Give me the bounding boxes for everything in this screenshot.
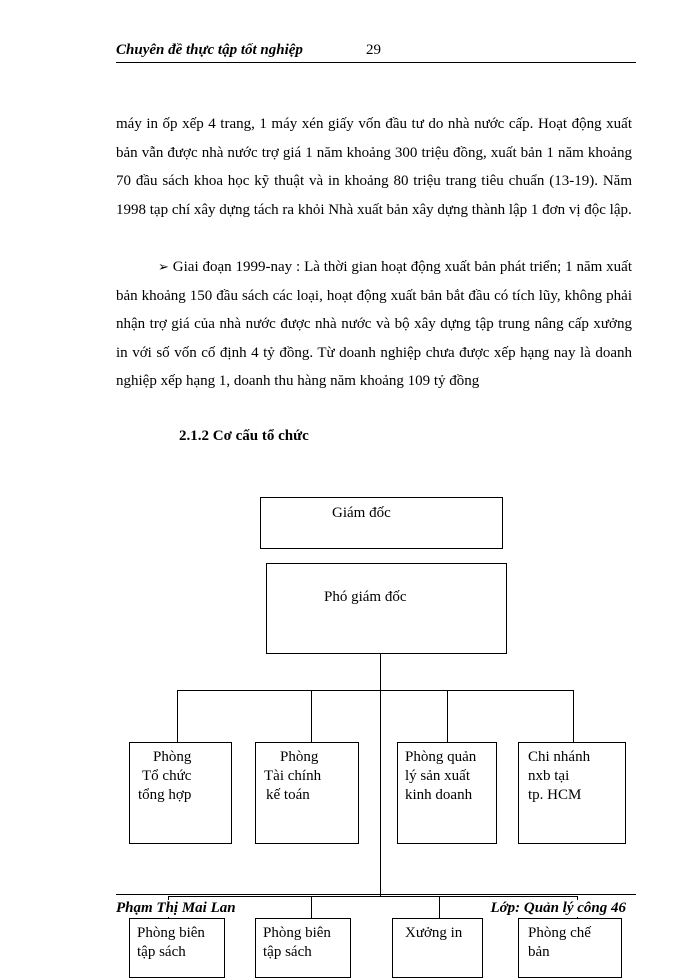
department-label: kinh doanh: [405, 787, 473, 803]
connector-line: [439, 896, 440, 918]
body-paragraph-2: [116, 253, 632, 396]
department-label: Phòng biên: [137, 925, 205, 941]
department-label: tp. HCM: [528, 787, 582, 803]
department-label: Phòng: [280, 749, 319, 765]
department-label: Xưởng in: [405, 925, 463, 941]
department-label: Tổ chức: [142, 768, 192, 784]
department-label: tổng hợp: [138, 787, 192, 803]
connector-line: [177, 690, 178, 742]
connector-line: [447, 690, 448, 742]
department-box: [129, 742, 232, 844]
deputy-director-label: Phó giám đốc: [324, 589, 407, 605]
paragraph-2-text: Giai đoạn 1999-nay : Là thời gian hoạt động xuất bản phát triển; 1 năm xuất bản khoảng 150 đầu sách các loại, hoạt động xuất bản bắt đầu có tích lũy, không phải nhận trợ giá của nhà nước được nhà nước và bộ xây dựng tập trung nâng cấp xưởng in với số vốn cố định 4 tỷ đồng. Từ doanh nghiệp chưa được xếp hạng nay là doanh nghiệp xếp hạng 1, doanh thu hàng năm khoảng 109 tỷ đồng: [116, 259, 633, 389]
connector-line: [311, 896, 312, 918]
department-label: Phòng quản: [405, 749, 477, 765]
department-label: Chi nhánh: [528, 749, 591, 765]
body-paragraph-1: máy in ốp xếp 4 trang, 1 máy xén giấy vốn đầu tư do nhà nước cấp. Hoạt động xuất bản vẫn được nhà nước trợ giá 1 năm khoảng 300 triệu đồng, xuất bản 1 năm khoảng 70 đầu sách khoa học kỹ thuật và in khoảng 80 triệu trang tiêu chuẩn (13-19). Năm 1998 tạp chí xây dựng tách ra khỏi Nhà xuất bản xây dựng thành lập 1 đơn vị độc lập.: [116, 116, 632, 218]
department-label: kế toán: [266, 787, 310, 803]
connector-line: [168, 896, 578, 897]
department-box: [392, 918, 483, 978]
department-box: [129, 918, 225, 978]
section-subheading: 2.1.2 Cơ cấu tổ chức: [179, 428, 309, 444]
department-label: Phòng: [153, 749, 192, 765]
department-box: [255, 918, 351, 978]
connector-line: [177, 690, 574, 691]
director-label: Giám đốc: [332, 505, 391, 521]
department-box: [397, 742, 497, 844]
department-label: Phòng biên: [263, 925, 331, 941]
connector-line: [573, 690, 574, 742]
department-label: tập sách: [263, 944, 312, 960]
department-label: nxb tại: [528, 768, 570, 784]
department-box: [518, 918, 622, 978]
department-box: [255, 742, 359, 844]
footer-rule: [116, 894, 636, 895]
footer-author: Phạm Thị Mai Lan: [116, 900, 236, 916]
department-label: lý sản xuất: [405, 768, 470, 784]
header-rule: [116, 62, 636, 63]
footer-class: Lớp: Quản lý công 46: [490, 900, 626, 916]
department-label: Tài chính: [264, 768, 322, 784]
department-label: bản: [528, 944, 550, 960]
page-number: 29: [366, 42, 381, 58]
department-label: tập sách: [137, 944, 186, 960]
deputy-director-box: [266, 563, 507, 654]
department-label: Phòng chế: [528, 925, 591, 941]
department-box: [518, 742, 626, 844]
document-header-title: Chuyên đề thực tập tốt nghiệp: [116, 42, 303, 58]
director-box: [260, 497, 503, 549]
connector-line: [311, 690, 312, 742]
arrow-bullet-icon: ➢: [158, 259, 169, 274]
